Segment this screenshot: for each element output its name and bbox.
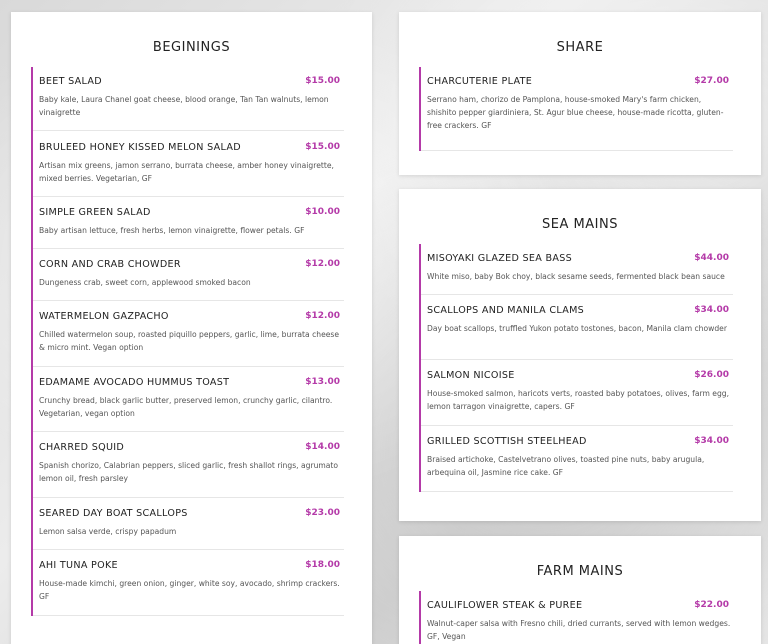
menu-item xyxy=(421,295,733,360)
menu-item-name: MISOYAKI GLAZED SEA BASS xyxy=(427,253,572,264)
menu-item-price: $12.00 xyxy=(305,259,340,269)
menu-item-description: House-made kimchi, green onion, ginger, white soy, avocado, shrimp crackers. GF xyxy=(39,579,340,601)
menu-item-price: $44.00 xyxy=(694,253,729,263)
menu-item-list xyxy=(419,244,733,492)
menu-item-price: $22.00 xyxy=(694,600,729,610)
section-title: SHARE xyxy=(556,40,604,55)
menu-item-price: $34.00 xyxy=(694,436,729,446)
section-title: BEGININGS xyxy=(152,40,231,55)
menu-item-price: $18.00 xyxy=(305,560,340,570)
menu-item-name: BRULEED HONEY KISSED MELON SALAD xyxy=(39,142,241,153)
section-title: FARM MAINS xyxy=(536,564,624,579)
menu-item xyxy=(33,498,344,550)
menu-item-name: SCALLOPS AND MANILA CLAMS xyxy=(427,305,585,316)
menu-item xyxy=(33,131,344,197)
menu-card-share xyxy=(399,12,761,175)
menu-card-farm-mains xyxy=(399,536,761,644)
menu-item-list xyxy=(419,67,733,151)
menu-item xyxy=(33,367,344,432)
menu-item-name: CHARRED SQUID xyxy=(39,442,125,453)
menu-item xyxy=(33,301,344,367)
menu-item-description: Braised artichoke, Castelvetrano olives, toasted pine nuts, baby arugula, arbequina oil, Jasmine rice cake. GF xyxy=(427,455,705,477)
menu-item xyxy=(421,591,733,644)
menu-item-description: White miso, baby Bok choy, black sesame seeds, fermented black bean sauce xyxy=(427,272,725,281)
menu-item-list xyxy=(31,67,344,616)
menu-item xyxy=(421,360,733,426)
menu-item-price: $10.00 xyxy=(305,207,340,217)
section-title: SEA MAINS xyxy=(542,217,618,232)
menu-item xyxy=(33,67,344,131)
menu-item xyxy=(33,432,344,498)
menu-item-price: $27.00 xyxy=(694,76,729,86)
menu-item-price: $13.00 xyxy=(305,377,340,387)
menu-item-name: SEARED DAY BOAT SCALLOPS xyxy=(39,508,188,519)
menu-item xyxy=(421,426,733,492)
menu-item xyxy=(421,244,733,295)
menu-item-description: Dungeness crab, sweet corn, applewood smoked bacon xyxy=(39,278,251,287)
menu-item-price: $12.00 xyxy=(305,311,340,321)
menu-item-name: CORN AND CRAB CHOWDER xyxy=(39,259,181,270)
menu-item-name: BEET SALAD xyxy=(39,76,102,87)
menu-item-description: Baby artisan lettuce, fresh herbs, lemon vinaigrette, flower petals. GF xyxy=(39,226,305,235)
menu-item-name: EDAMAME AVOCADO HUMMUS TOAST xyxy=(39,377,230,388)
menu-item-name: WATERMELON GAZPACHO xyxy=(39,311,169,322)
menu-item-name: CHARCUTERIE PLATE xyxy=(427,76,533,87)
menu-item-name: SIMPLE GREEN SALAD xyxy=(39,207,151,218)
menu-item-description: Spanish chorizo, Calabrian peppers, sliced garlic, fresh shallot rings, agrumato lemon oil, fresh parsley xyxy=(39,461,339,483)
menu-item-description: Baby kale, Laura Chanel goat cheese, blood orange, Tan Tan walnuts, lemon vinaigrette xyxy=(39,95,329,117)
menu-item-name: CAULIFLOWER STEAK & PUREE xyxy=(427,600,583,611)
menu-item-name: SALMON NICOISE xyxy=(427,370,515,381)
menu-item-description: Chilled watermelon soup, roasted piquillo peppers, garlic, lime, burrata cheese & micro mint. Vegan option xyxy=(39,330,340,352)
menu-card-sea-mains xyxy=(399,189,761,521)
menu-item-price: $15.00 xyxy=(305,142,340,152)
menu-item-name: AHI TUNA POKE xyxy=(39,560,118,571)
menu-item-description: Day boat scallops, truffled Yukon potato tostones, bacon, Manila clam chowder xyxy=(427,324,727,333)
menu-card-beginings xyxy=(11,12,372,644)
menu-item xyxy=(33,550,344,616)
menu-item-list xyxy=(419,591,733,644)
menu-item-price: $14.00 xyxy=(305,442,340,452)
menu-item-price: $34.00 xyxy=(694,305,729,315)
menu-item-description: Artisan mix greens, jamon serrano, burrata cheese, amber honey vinaigrette, mixed berries. Vegetarian, GF xyxy=(39,161,334,183)
menu-item-description: House-smoked salmon, haricots verts, roasted baby potatoes, olives, farm egg, lemon tarragon vinaigrette, capers. GF xyxy=(427,389,730,411)
menu-item xyxy=(33,249,344,301)
menu-item-description: Lemon salsa verde, crispy papadum xyxy=(39,527,177,536)
menu-item-price: $15.00 xyxy=(305,76,340,86)
menu-item-description: Crunchy bread, black garlic butter, preserved lemon, crunchy garlic, cilantro. Vegetarian, vegan option xyxy=(39,396,333,418)
menu-item-description: Serrano ham, chorizo de Pamplona, house-smoked Mary's farm chicken, shishito pepper giardiniera, St. Agur blue cheese, house-made ricotta, gluten-free crackers. GF xyxy=(427,95,724,130)
menu-item-price: $23.00 xyxy=(305,508,340,518)
menu-item xyxy=(421,67,733,151)
menu-item xyxy=(33,197,344,249)
menu-item-name: GRILLED SCOTTISH STEELHEAD xyxy=(427,436,587,447)
menu-item-price: $26.00 xyxy=(694,370,729,380)
menu-item-description: Walnut-caper salsa with Fresno chili, dried currants, served with lemon wedges. GF, Vegan xyxy=(427,619,731,641)
